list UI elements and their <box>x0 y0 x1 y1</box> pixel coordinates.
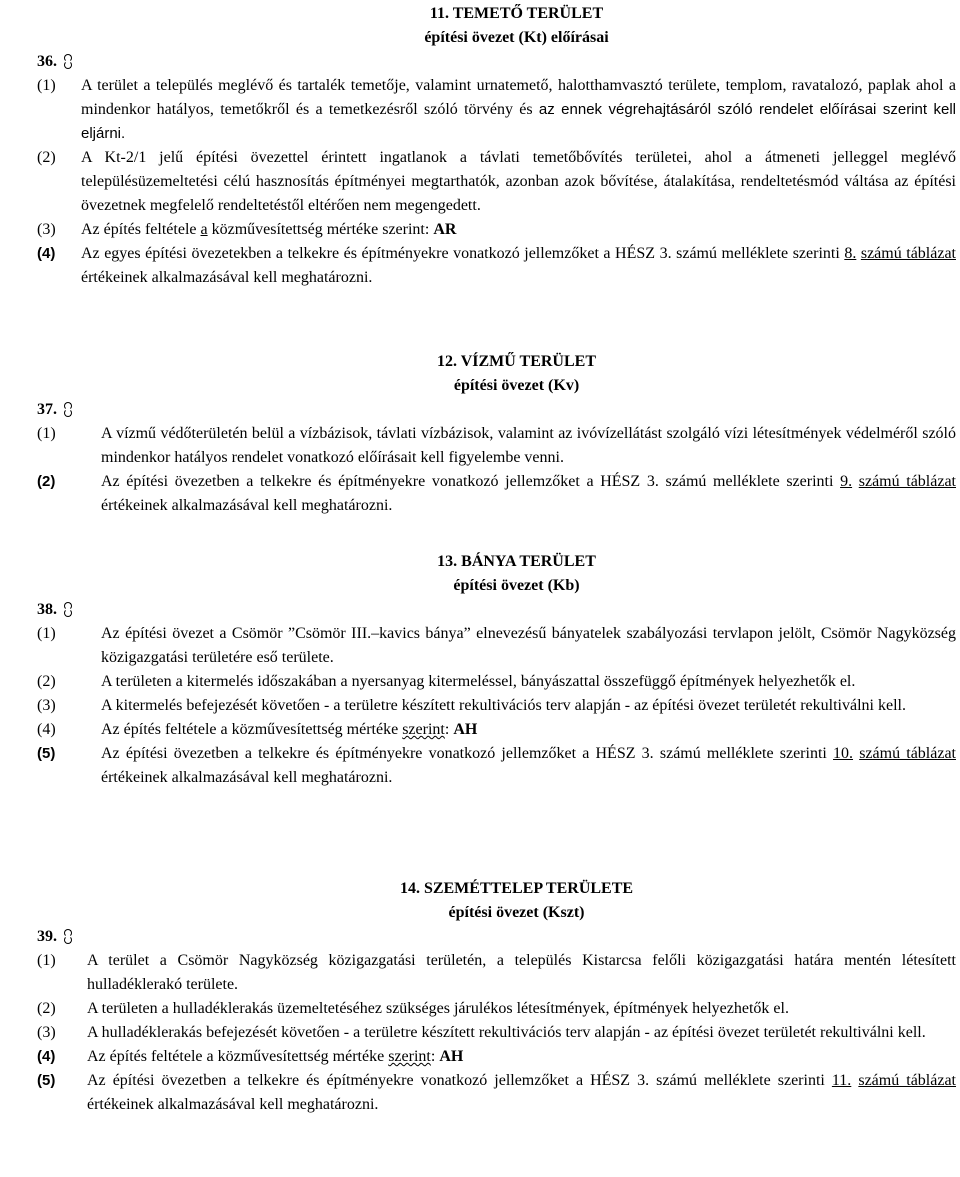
paragraph-text-serif: A terület a település meglévő és tartalék temetője, valamint urnatemető, halotthamvasztó területe, templom, ravatalozó, paplak ahol a mindenkor hatályos, temetőkről és a temetkezésről szóló törvény és <box>81 77 956 118</box>
s12-paragraph-1 <box>37 422 956 470</box>
paragraph-number-39 <box>37 925 956 949</box>
paragraph-label: (4) <box>37 721 56 738</box>
section-14-subtitle: építési övezet (Kszt) <box>448 904 585 921</box>
paragraph-text <box>101 718 956 742</box>
section-11-heading <box>37 2 956 50</box>
table-reference-link[interactable]: számú táblázat <box>858 473 957 490</box>
utility-code: AH <box>453 721 478 738</box>
paragraph-label: (5) <box>37 1072 56 1089</box>
text-run: Az egyes építési övezetekben a telkekre és építményekre vonatkozó jellemzőket a HÉSZ 3. számú melléklete szerinti <box>81 245 845 262</box>
table-reference-link[interactable]: számú táblázat <box>860 245 956 262</box>
paragraph-label: (1) <box>37 77 56 94</box>
s11-paragraph-2 <box>37 146 956 218</box>
paragraph-label: (1) <box>37 625 56 642</box>
text-space <box>852 473 859 490</box>
paragraph-label: (1) <box>37 425 56 442</box>
s11-paragraph-3 <box>37 218 956 242</box>
s14-paragraph-5 <box>37 1069 956 1117</box>
section-sign-icon <box>63 928 73 946</box>
section-13 <box>37 550 956 790</box>
text-run: Az építési övezetben a telkekre és építményekre vonatkozó jellemzőket a HÉSZ 3. számú melléklete szerinti <box>101 473 841 490</box>
section-sign-icon <box>63 401 73 419</box>
text-run: : <box>430 1048 440 1065</box>
text-run: : <box>444 721 454 738</box>
section-11 <box>37 2 956 290</box>
section-number: 36. <box>37 53 57 70</box>
paragraph-text: Az építési övezet a Csömör ”Csömör III.–kavics bánya” elnevezésű bányatelek szabályozási tervlapon jelölt, Csömör Nagyközség közigazgatási területére eső területe. <box>101 625 956 666</box>
paragraph-label: (5) <box>37 745 56 762</box>
section-11-title: 11. TEMETŐ TERÜLET <box>429 5 604 22</box>
section-14 <box>37 877 956 1117</box>
section-14-title: 14. SZEMÉTTELEP TERÜLETE <box>399 880 634 897</box>
s13-paragraph-3 <box>37 694 956 718</box>
section-sign-icon <box>63 53 73 71</box>
s13-paragraph-4 <box>37 718 956 742</box>
paragraph-label: (4) <box>37 245 56 262</box>
section-12-heading <box>37 350 956 398</box>
paragraph-label: (3) <box>37 221 56 238</box>
paragraph-text <box>87 1069 956 1117</box>
paragraph-label: (2) <box>37 473 56 490</box>
paragraph-text <box>81 74 956 146</box>
section-number: 39. <box>37 928 57 945</box>
text-run: Az építési övezetben a telkekre és építményekre vonatkozó jellemzőket a HÉSZ 3. számú melléklete szerinti <box>101 745 834 762</box>
section-11-subtitle: építési övezet (Kt) előírásai <box>424 29 609 46</box>
paragraph-label: (2) <box>37 673 56 690</box>
s14-paragraph-4 <box>37 1045 956 1069</box>
spellcheck-marked-text: szerint <box>402 721 445 738</box>
s13-paragraph-1 <box>37 622 956 670</box>
paragraph-number-36 <box>37 50 956 74</box>
paragraph-label: (2) <box>37 149 56 166</box>
table-number-link[interactable]: 8. <box>844 245 857 262</box>
text-run: értékeinek alkalmazásával kell meghatározni. <box>101 769 393 786</box>
paragraph-number-38 <box>37 598 956 622</box>
underlined-text: a <box>200 221 208 238</box>
paragraph-text <box>101 742 956 790</box>
s13-paragraph-2 <box>37 670 956 694</box>
text-run: értékeinek alkalmazásával kell meghatározni. <box>81 269 373 286</box>
paragraph-label: (2) <box>37 1000 56 1017</box>
text-run: Az építési övezetben a telkekre és építményekre vonatkozó jellemzőket a HÉSZ 3. számú melléklete szerinti <box>87 1072 832 1089</box>
section-13-subtitle: építési övezet (Kb) <box>453 577 580 594</box>
utility-code: AR <box>433 221 457 238</box>
spellcheck-marked-text: szerint <box>388 1048 431 1065</box>
table-number-link[interactable]: 10. <box>833 745 854 762</box>
paragraph-text <box>87 1045 956 1069</box>
paragraph-label: (4) <box>37 1048 56 1065</box>
section-13-title: 13. BÁNYA TERÜLET <box>437 553 596 570</box>
table-reference-link[interactable]: számú táblázat <box>859 745 957 762</box>
paragraph-text: A terület a Csömör Nagyközség közigazgatási területén, a település Kistarcsa felőli közigazgatási határa mentén létesített hulladéklerakó területe. <box>87 952 956 993</box>
text-run: Az építés feltétele a közművesítettség mértéke <box>87 1048 389 1065</box>
paragraph-label: (3) <box>37 1024 56 1041</box>
paragraph-text: A Kt-2/1 jelű építési övezettel érintett ingatlanok a távlati temetőbővítés területei, ahol a átmeneti jelleggel meglévő településüzemeltetési célú hasznosítás építményei megtarthatók, azonban azok bővítése, átalakítása, rendeltetésmód váltása az építési övezetnek megfelelő rendeltetéstől eltérően nem megengedett. <box>81 149 956 214</box>
section-number: 38. <box>37 601 57 618</box>
s13-paragraph-5 <box>37 742 956 790</box>
s11-paragraph-1 <box>37 74 956 146</box>
s14-paragraph-2 <box>37 997 956 1021</box>
section-sign-icon <box>63 601 73 619</box>
table-number-link[interactable]: 9. <box>840 473 853 490</box>
paragraph-label: (3) <box>37 697 56 714</box>
table-reference-link[interactable]: számú táblázat <box>858 1072 957 1089</box>
s12-paragraph-2 <box>37 470 956 518</box>
section-13-heading <box>37 550 956 598</box>
paragraph-text: A vízmű védőterületén belül a vízbázisok, távlati vízbázisok, valamint az ivóvízellátást szolgáló vízi létesítmények védelméről szóló mindenkor hatályos rendelet vonatkozó előírásait kell figyelembe venni. <box>101 425 956 466</box>
text-run: értékeinek alkalmazásával kell meghatározni. <box>87 1096 379 1113</box>
s14-paragraph-1 <box>37 949 956 997</box>
s11-paragraph-4 <box>37 242 956 290</box>
section-number: 37. <box>37 401 57 418</box>
section-14-heading <box>37 877 956 925</box>
section-12 <box>37 350 956 518</box>
paragraph-text: A kitermelés befejezését követően - a területre készített rekultivációs terv alapján - az építési övezet területét rekultiválni kell. <box>101 697 906 714</box>
text-run: Az építés feltétele <box>81 221 201 238</box>
text-run: Az építés feltétele a közművesítettség mértéke <box>101 721 403 738</box>
section-12-subtitle: építési övezet (Kv) <box>453 377 580 394</box>
text-run: értékeinek alkalmazásával kell meghatározni. <box>101 497 393 514</box>
text-run: közművesítettség mértéke szerint: <box>207 221 434 238</box>
paragraph-text <box>81 218 956 242</box>
paragraph-text: A területen a kitermelés időszakában a nyersanyag kitermeléssel, bányászattal összefüggő építmények helyezhetők el. <box>101 673 856 690</box>
s14-paragraph-3 <box>37 1021 956 1045</box>
paragraph-label: (1) <box>37 952 56 969</box>
section-12-title: 12. VÍZMŰ TERÜLET <box>437 353 596 370</box>
paragraph-text <box>81 242 956 290</box>
table-number-link[interactable]: 11. <box>831 1072 852 1089</box>
paragraph-text: A területen a hulladéklerakás üzemeltetéséhez szükséges járulékos létesítmények, építmények helyezhetők el. <box>87 1000 789 1017</box>
paragraph-text <box>101 470 956 518</box>
paragraph-text-sans: az ennek végrehajtásáról szóló rendelet előírásai szerint kell eljárni. <box>81 101 956 142</box>
paragraph-text: A hulladéklerakás befejezését követően - a területre készített rekultivációs terv alapján - az építési övezet területét rekultiválni kell. <box>87 1024 926 1041</box>
utility-code: AH <box>439 1048 464 1065</box>
paragraph-number-37 <box>37 398 956 422</box>
